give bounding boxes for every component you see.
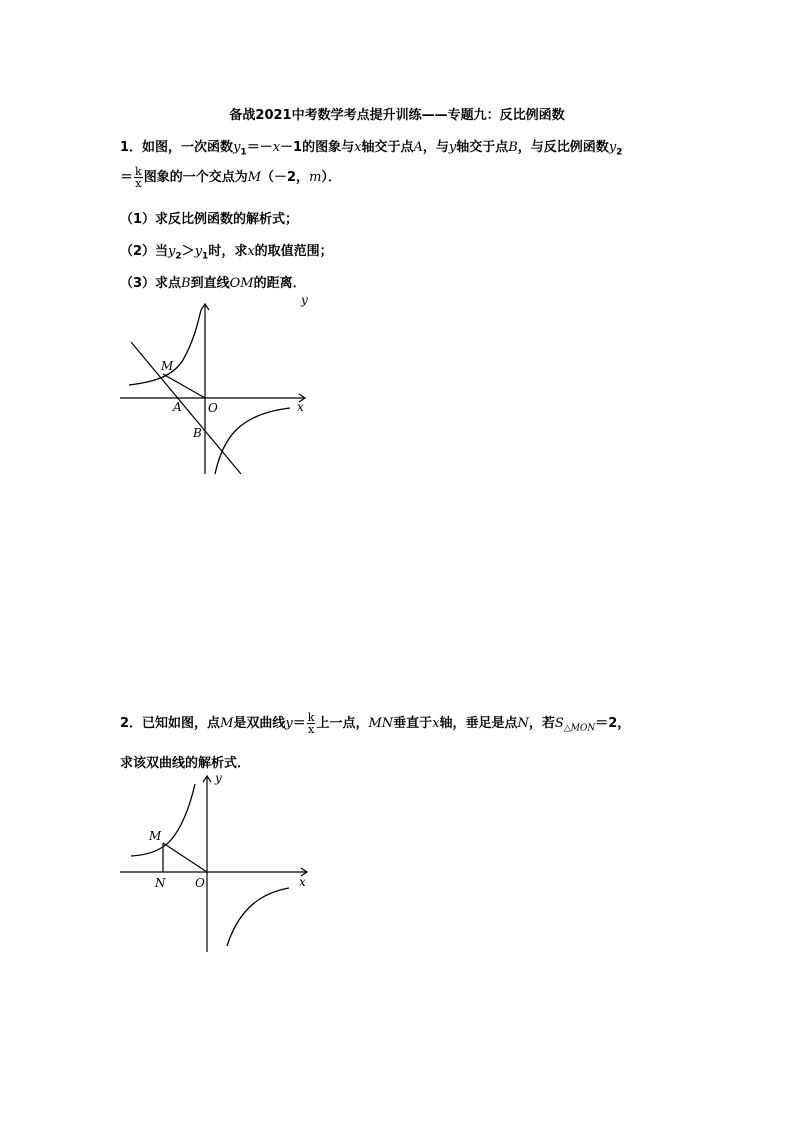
var-x: x [354, 140, 362, 155]
var-M: M [220, 716, 234, 731]
q1-text: （－2， [261, 170, 310, 185]
q2-text: ＝2， [595, 716, 631, 731]
var-y: y [168, 244, 176, 259]
equals-sign: ＝ [292, 716, 306, 731]
var-A: A [413, 140, 423, 155]
q1-text: 轴交于点 [361, 140, 414, 155]
segment-OM [163, 374, 205, 398]
q1-text: 的距离． [253, 276, 306, 291]
label-y: y [301, 293, 308, 307]
q1-text: ）． [321, 170, 341, 185]
q1-text: 如图，一次函数 [142, 140, 234, 155]
frac-numerator: k [307, 711, 315, 724]
var-B: B [508, 140, 518, 155]
q2-text: 上一点， [316, 716, 369, 731]
var-y: y [194, 244, 203, 259]
subscript: 1 [240, 147, 247, 158]
q1-text: ，与 [422, 140, 449, 155]
var-y: y [285, 716, 293, 731]
frac-denominator: x [307, 723, 315, 736]
q2-line-2: 求该双曲线的解析式． [120, 756, 251, 771]
q1-text: （2）当 [120, 244, 169, 259]
subscript: △MON [563, 723, 596, 734]
var-y: y [608, 140, 617, 155]
var-x: x [247, 244, 255, 259]
label-y: y [215, 771, 222, 785]
q1-part-3 [120, 272, 306, 291]
q2-text: 轴，垂足是点 [439, 716, 518, 731]
var-OM: OM [229, 276, 254, 291]
q1-line-2 [120, 166, 341, 189]
q2-text: 已知如图，点 [142, 716, 221, 731]
subscript: 1 [202, 251, 209, 262]
q1-part-1: （1）求反比例函数的解析式； [120, 212, 299, 227]
fraction-k-over-x [307, 712, 316, 735]
q1-text: 到直线 [190, 276, 230, 291]
segment-MO [163, 843, 207, 872]
var-m: m [309, 170, 322, 185]
q1-text: 轴交于点 [456, 140, 509, 155]
q1-text: 图象的一个交点为 [143, 170, 248, 185]
q1-text: （3）求点 [120, 276, 182, 291]
label-x: x [297, 400, 304, 414]
q1-number: 1． [120, 140, 143, 155]
q1-figure [115, 292, 315, 478]
hyperbola-branch-q4 [227, 888, 289, 946]
q1-text: 的取值范围； [254, 244, 333, 259]
var-y: y [448, 140, 457, 155]
var-S: S [554, 716, 564, 731]
q2-text: 垂直于 [393, 716, 433, 731]
var-N: N [517, 716, 529, 731]
q1-text: ＝－ [246, 140, 273, 155]
label-M: M [149, 829, 162, 843]
label-O: O [195, 876, 205, 890]
q1-text: －1的图象与 [280, 140, 355, 155]
q2-text: 是双曲线 [233, 716, 286, 731]
equals-sign: ＝ [120, 170, 134, 185]
frac-numerator: k [135, 165, 142, 178]
q2-figure [115, 770, 315, 956]
frac-denominator: x [135, 177, 142, 190]
label-A: A [173, 400, 182, 414]
page-title: 备战2021中考数学考点提升训练——专题九：反比例函数 [229, 108, 565, 123]
var-x: x [272, 140, 281, 155]
q1-text: 时，求 [208, 244, 248, 259]
q1-line-1 [120, 136, 622, 158]
var-y: y [233, 140, 241, 155]
hyperbola-branch-q4 [215, 408, 290, 474]
subscript: 2 [616, 147, 623, 158]
subscript: 2 [175, 251, 182, 262]
q2-line-1 [120, 712, 630, 735]
q1-text: ，与反比例函数 [517, 140, 609, 155]
q1-part-2 [120, 240, 333, 262]
var-M: M [247, 170, 262, 185]
label-M: M [161, 359, 174, 373]
greater-than: ＞ [181, 244, 195, 259]
q2-text: ，若 [528, 716, 555, 731]
label-O: O [208, 401, 218, 415]
label-B: B [193, 426, 202, 440]
var-x: x [432, 716, 440, 731]
label-N: N [155, 876, 166, 890]
var-MN: MN [368, 716, 394, 731]
line-y1 [131, 342, 241, 474]
var-B: B [181, 276, 191, 291]
hyperbola-branch-q2 [129, 310, 201, 385]
fraction-k-over-x [134, 166, 143, 189]
label-x: x [299, 875, 306, 889]
q2-number: 2． [120, 716, 143, 731]
